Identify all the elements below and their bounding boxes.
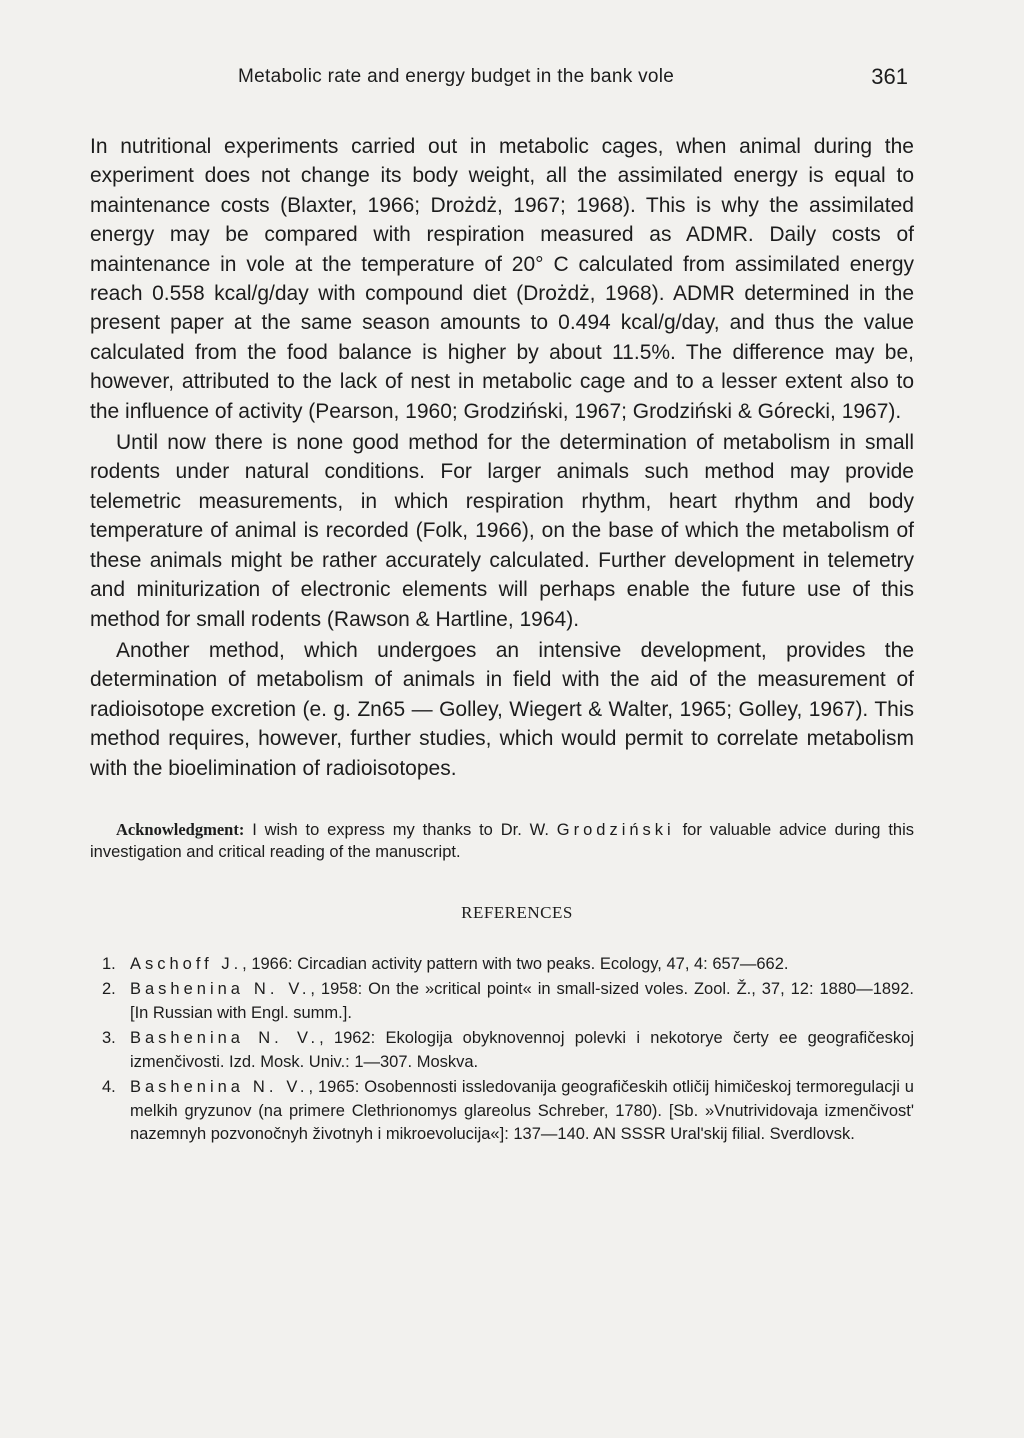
paragraph-1: In nutritional experiments carried out in metabolic cages, when animal during the experiment does not change its body weight, all the assimilated energy is equal to maintenance costs (Blaxter, 1966; Drożdż, 1967; 1968). This is why the assimilated energy may be compared with respiration measured as ADMR. Daily costs of maintenance in vole at the temperature of 20° C calculated from assimilated energy reach 0.558 kcal/g/day with compound diet (Drożdż, 1968). ADMR determined in the present paper at the same season amounts to 0.494 kcal/g/day, and thus the value calculated from the food balance is higher by about 11.5%. The difference may be, however, attributed to the lack of nest in metabolic cage and to a lesser extent also to the influence of activity (Pearson, 1960; Grodziński, 1967; Grodziński & Górecki, 1967). bbox=[90, 135, 914, 423]
page-number: 361 bbox=[871, 64, 908, 89]
reference-number: 2. bbox=[102, 980, 116, 999]
reference-list bbox=[90, 953, 914, 1147]
running-title: Metabolic rate and energy budget in the bank vole bbox=[238, 66, 675, 87]
reference-author: Bashenina N. V. bbox=[130, 1029, 320, 1048]
acknowledgment-text-a: I wish to express my thanks to Dr. W. bbox=[244, 820, 557, 839]
acknowledgment-text-b: for valuable advice during this investigation and critical reading of the manuscript. bbox=[90, 820, 914, 861]
acknowledgment-label: Acknowledgment: bbox=[116, 819, 245, 839]
running-header bbox=[90, 60, 914, 100]
reference-author: Bashenina N. V. bbox=[130, 1078, 309, 1097]
reference-item bbox=[90, 978, 914, 1025]
reference-text: , 1962: Ekologija obyknovennoj polevki i nekotorye čerty ee geografičeskoj izmenčivosti. Izd. Mosk. Univ.: 1—307. Moskva. bbox=[130, 1029, 914, 1071]
reference-text: , 1965: Osobennosti issledovanija geografičeskih otličij himičeskoj termoregulacji u melkih gryzunov (na primere Clethrionomys glareolus Schreber, 1780). [Sb. »Vnutrividovaja izmenčivost' nazemnyh pozvonočnyh životnyh i mikroevolucija«]: 137—140. AN SSSR Ural'skij filial. Sverdlovsk. bbox=[130, 1078, 914, 1144]
reference-author: Bashenina N. V. bbox=[130, 980, 311, 999]
reference-number: 4. bbox=[102, 1078, 116, 1097]
references-heading: REFERENCES bbox=[461, 902, 573, 922]
reference-author: Aschoff J. bbox=[130, 954, 243, 973]
reference-number: 1. bbox=[102, 954, 116, 973]
page bbox=[90, 60, 914, 1149]
acknowledgment bbox=[90, 819, 914, 863]
reference-text: , 1966: Circadian activity pattern with two peaks. Ecology, 47, 4: 657—662. bbox=[242, 954, 789, 973]
paragraph-2: Until now there is none good method for the determination of metabolism in small rodents under natural conditions. For larger animals such method may provide telemetric measurements, in which respiration rhythm, heart rhythm and body temperature of animal is recorded (Folk, 1966), on the base of which the metabolism of these animals might be rather accurately calculated. Further development in telemetry and miniturization of electronic elements will perhaps enable the future use of this method for small rodents (Rawson & Hartline, 1964). bbox=[90, 431, 914, 631]
reference-item bbox=[90, 1076, 914, 1147]
reference-text: , 1958: On the »critical point« in small-sized voles. Zool. Ž., 37, 12: 1880—1892. [In Russian with Engl. summ.]. bbox=[130, 980, 914, 1022]
reference-item bbox=[90, 953, 914, 977]
reference-item bbox=[90, 1027, 914, 1074]
acknowledgment-name: Grodziński bbox=[556, 820, 675, 839]
paragraph-3: Another method, which undergoes an intensive development, provides the determination of metabolism of animals in field with the aid of the measurement of radioisotope excretion (e. g. Zn65 — Golley, Wiegert & Walter, 1965; Golley, 1967). This method requires, however, further studies, which would permit to correlate metabolism with the bioelimination of radioisotopes. bbox=[90, 638, 914, 780]
reference-number: 3. bbox=[102, 1029, 116, 1048]
